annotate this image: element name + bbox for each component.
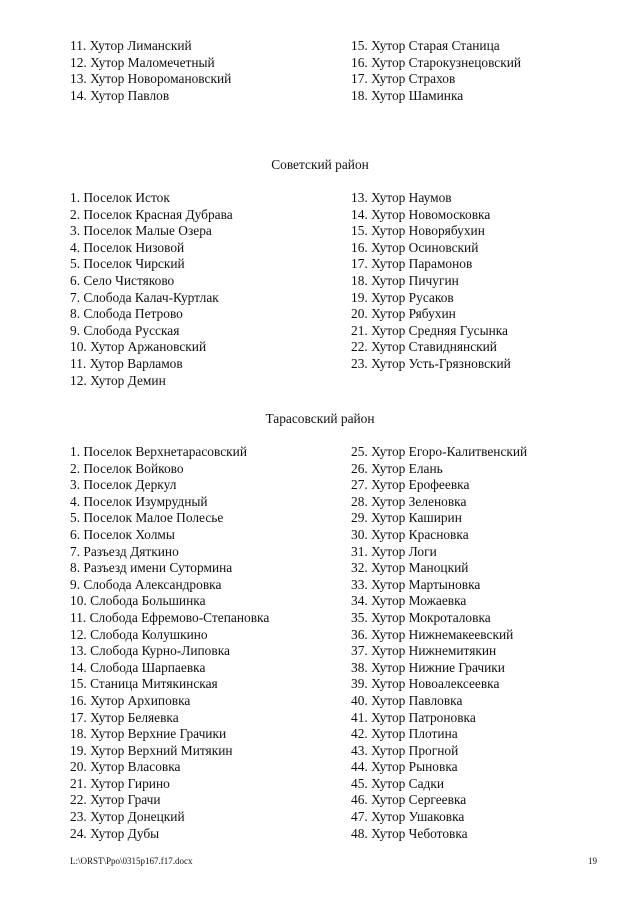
list-item: 13. Слобода Курно-Липовка: [70, 643, 230, 659]
list-item: 18. Хутор Шаминка: [351, 87, 464, 103]
list-item: 38. Хутор Нижние Грачики: [351, 659, 505, 675]
tarasovsky-heading: Тарасовский район: [265, 411, 375, 426]
list-item: 3. Поселок Малые Озера: [70, 223, 212, 239]
list-item: 11. Хутор Лиманский: [70, 38, 192, 53]
list-item: 46. Хутор Сергеевка: [351, 792, 467, 808]
list-item: 44. Хутор Рыновка: [351, 759, 458, 775]
list-item: 35. Хутор Мокроталовка: [351, 609, 491, 625]
list-item: 2. Поселок Войково: [70, 460, 184, 476]
list-item: 45. Хутор Садки: [351, 775, 445, 791]
list-item: 19. Хутор Верхний Митякин: [70, 742, 233, 758]
list-item: 27. Хутор Ерофеевка: [351, 477, 470, 493]
list-item: 16. Хутор Осиновский: [351, 239, 479, 255]
list-item: 20. Хутор Власовка: [70, 759, 181, 775]
list-item: 36. Хутор Нижнемакеевский: [351, 626, 514, 642]
list-item: 29. Хутор Каширин: [351, 510, 462, 526]
left-column: [70, 38, 231, 104]
list-item: 10. Хутор Аржановский: [70, 339, 207, 355]
list-item: 5. Поселок Малое Полесье: [70, 510, 224, 526]
list-item: 11. Хутор Варламов: [70, 355, 183, 371]
list-item: 12. Хутор Демин: [70, 372, 166, 388]
list-item: 20. Хутор Рябухин: [351, 306, 456, 322]
list-item: 4. Поселок Низовой: [70, 239, 185, 255]
left-column: [70, 190, 233, 389]
list-item: 14. Слобода Шарпаевка: [70, 659, 206, 675]
list-item: 43. Хутор Прогной: [351, 742, 459, 758]
right-column: [351, 190, 511, 373]
list-item: 23. Хутор Донецкий: [70, 809, 185, 825]
list-item: 18. Хутор Пичугин: [351, 272, 459, 288]
list-item: 23. Хутор Усть-Грязновский: [351, 355, 511, 371]
list-item: 48. Хутор Чеботовка: [351, 825, 468, 841]
list-item: 41. Хутор Патроновка: [351, 709, 476, 725]
list-item: 14. Хутор Новомосковка: [351, 206, 491, 222]
list-item: 21. Хутор Гирино: [70, 775, 170, 791]
list-item: 47. Хутор Ушаковка: [351, 809, 465, 825]
list-item: 34. Хутор Можаевка: [351, 593, 467, 609]
list-item: 39. Хутор Новоалексеевка: [351, 676, 500, 692]
list-item: 33. Хутор Мартыновка: [351, 576, 481, 592]
file-path: L:\ORST\Ppo\0315p167.f17.docx: [70, 856, 193, 866]
list-item: 24. Хутор Дубы: [70, 825, 160, 841]
list-item: 15. Станица Митякинская: [70, 676, 218, 692]
list-item: 14. Хутор Павлов: [70, 87, 170, 103]
list-item: 13. Хутор Наумов: [351, 190, 452, 205]
list-item: 32. Хутор Маноцкий: [351, 560, 469, 576]
sovetsky-heading: Советский район: [271, 157, 369, 172]
list-item: 17. Хутор Парамонов: [351, 256, 473, 272]
list-item: 31. Хутор Логи: [351, 543, 437, 559]
list-item: 37. Хутор Нижнемитякин: [351, 643, 497, 659]
list-item: 6. Село Чистяково: [70, 272, 175, 288]
list-item: 11. Слобода Ефремово-Степановка: [70, 609, 270, 625]
list-item: 1. Поселок Исток: [70, 190, 170, 205]
list-item: 6. Поселок Холмы: [70, 526, 175, 542]
list-item: 13. Хутор Новоромановский: [70, 71, 232, 87]
list-item: 16. Хутор Архиповка: [70, 692, 191, 708]
list-item: 25. Хутор Егоро-Калитвенский: [351, 444, 528, 459]
list-item: 19. Хутор Русаков: [351, 289, 454, 305]
list-item: 15. Хутор Старая Станица: [351, 38, 500, 53]
right-column: [351, 38, 521, 104]
right-column: [351, 444, 527, 842]
page-number: 19: [588, 856, 597, 866]
list-item: 8. Разъезд имени Сутормина: [70, 560, 233, 576]
list-item: 28. Хутор Зеленовка: [351, 493, 467, 509]
list-item: 17. Хутор Страхов: [351, 71, 456, 87]
list-item: 1. Поселок Верхнетарасовский: [70, 444, 248, 459]
list-item: 21. Хутор Средняя Гусынка: [351, 322, 509, 338]
list-item: 9. Слобода Русская: [70, 322, 180, 338]
list-item: 10. Слобода Большинка: [70, 593, 206, 609]
list-item: 7. Слобода Калач-Куртлак: [70, 289, 219, 305]
list-item: 3. Поселок Деркул: [70, 477, 177, 493]
list-item: 22. Хутор Ставиднянский: [351, 339, 497, 355]
list-item: 12. Слобода Колушкино: [70, 626, 208, 642]
list-item: 5. Поселок Чирский: [70, 256, 185, 272]
list-item: 4. Поселок Изумрудный: [70, 493, 208, 509]
list-item: 15. Хутор Новорябухин: [351, 223, 485, 239]
left-column: [70, 444, 269, 842]
list-item: 12. Хутор Маломечетный: [70, 54, 215, 70]
list-item: 42. Хутор Плотина: [351, 726, 458, 742]
list-item: 30. Хутор Красновка: [351, 526, 469, 542]
list-item: 40. Хутор Павловка: [351, 692, 463, 708]
list-item: 7. Разъезд Дяткино: [70, 543, 179, 559]
list-item: 2. Поселок Красная Дубрава: [70, 206, 233, 222]
list-item: 16. Хутор Старокузнецовский: [351, 54, 522, 70]
list-item: 18. Хутор Верхние Грачики: [70, 726, 227, 742]
list-item: 8. Слобода Петрово: [70, 306, 183, 322]
list-item: 22. Хутор Грачи: [70, 792, 161, 808]
list-item: 17. Хутор Беляевка: [70, 709, 179, 725]
list-item: 9. Слобода Александровка: [70, 576, 222, 592]
list-item: 26. Хутор Елань: [351, 460, 443, 476]
